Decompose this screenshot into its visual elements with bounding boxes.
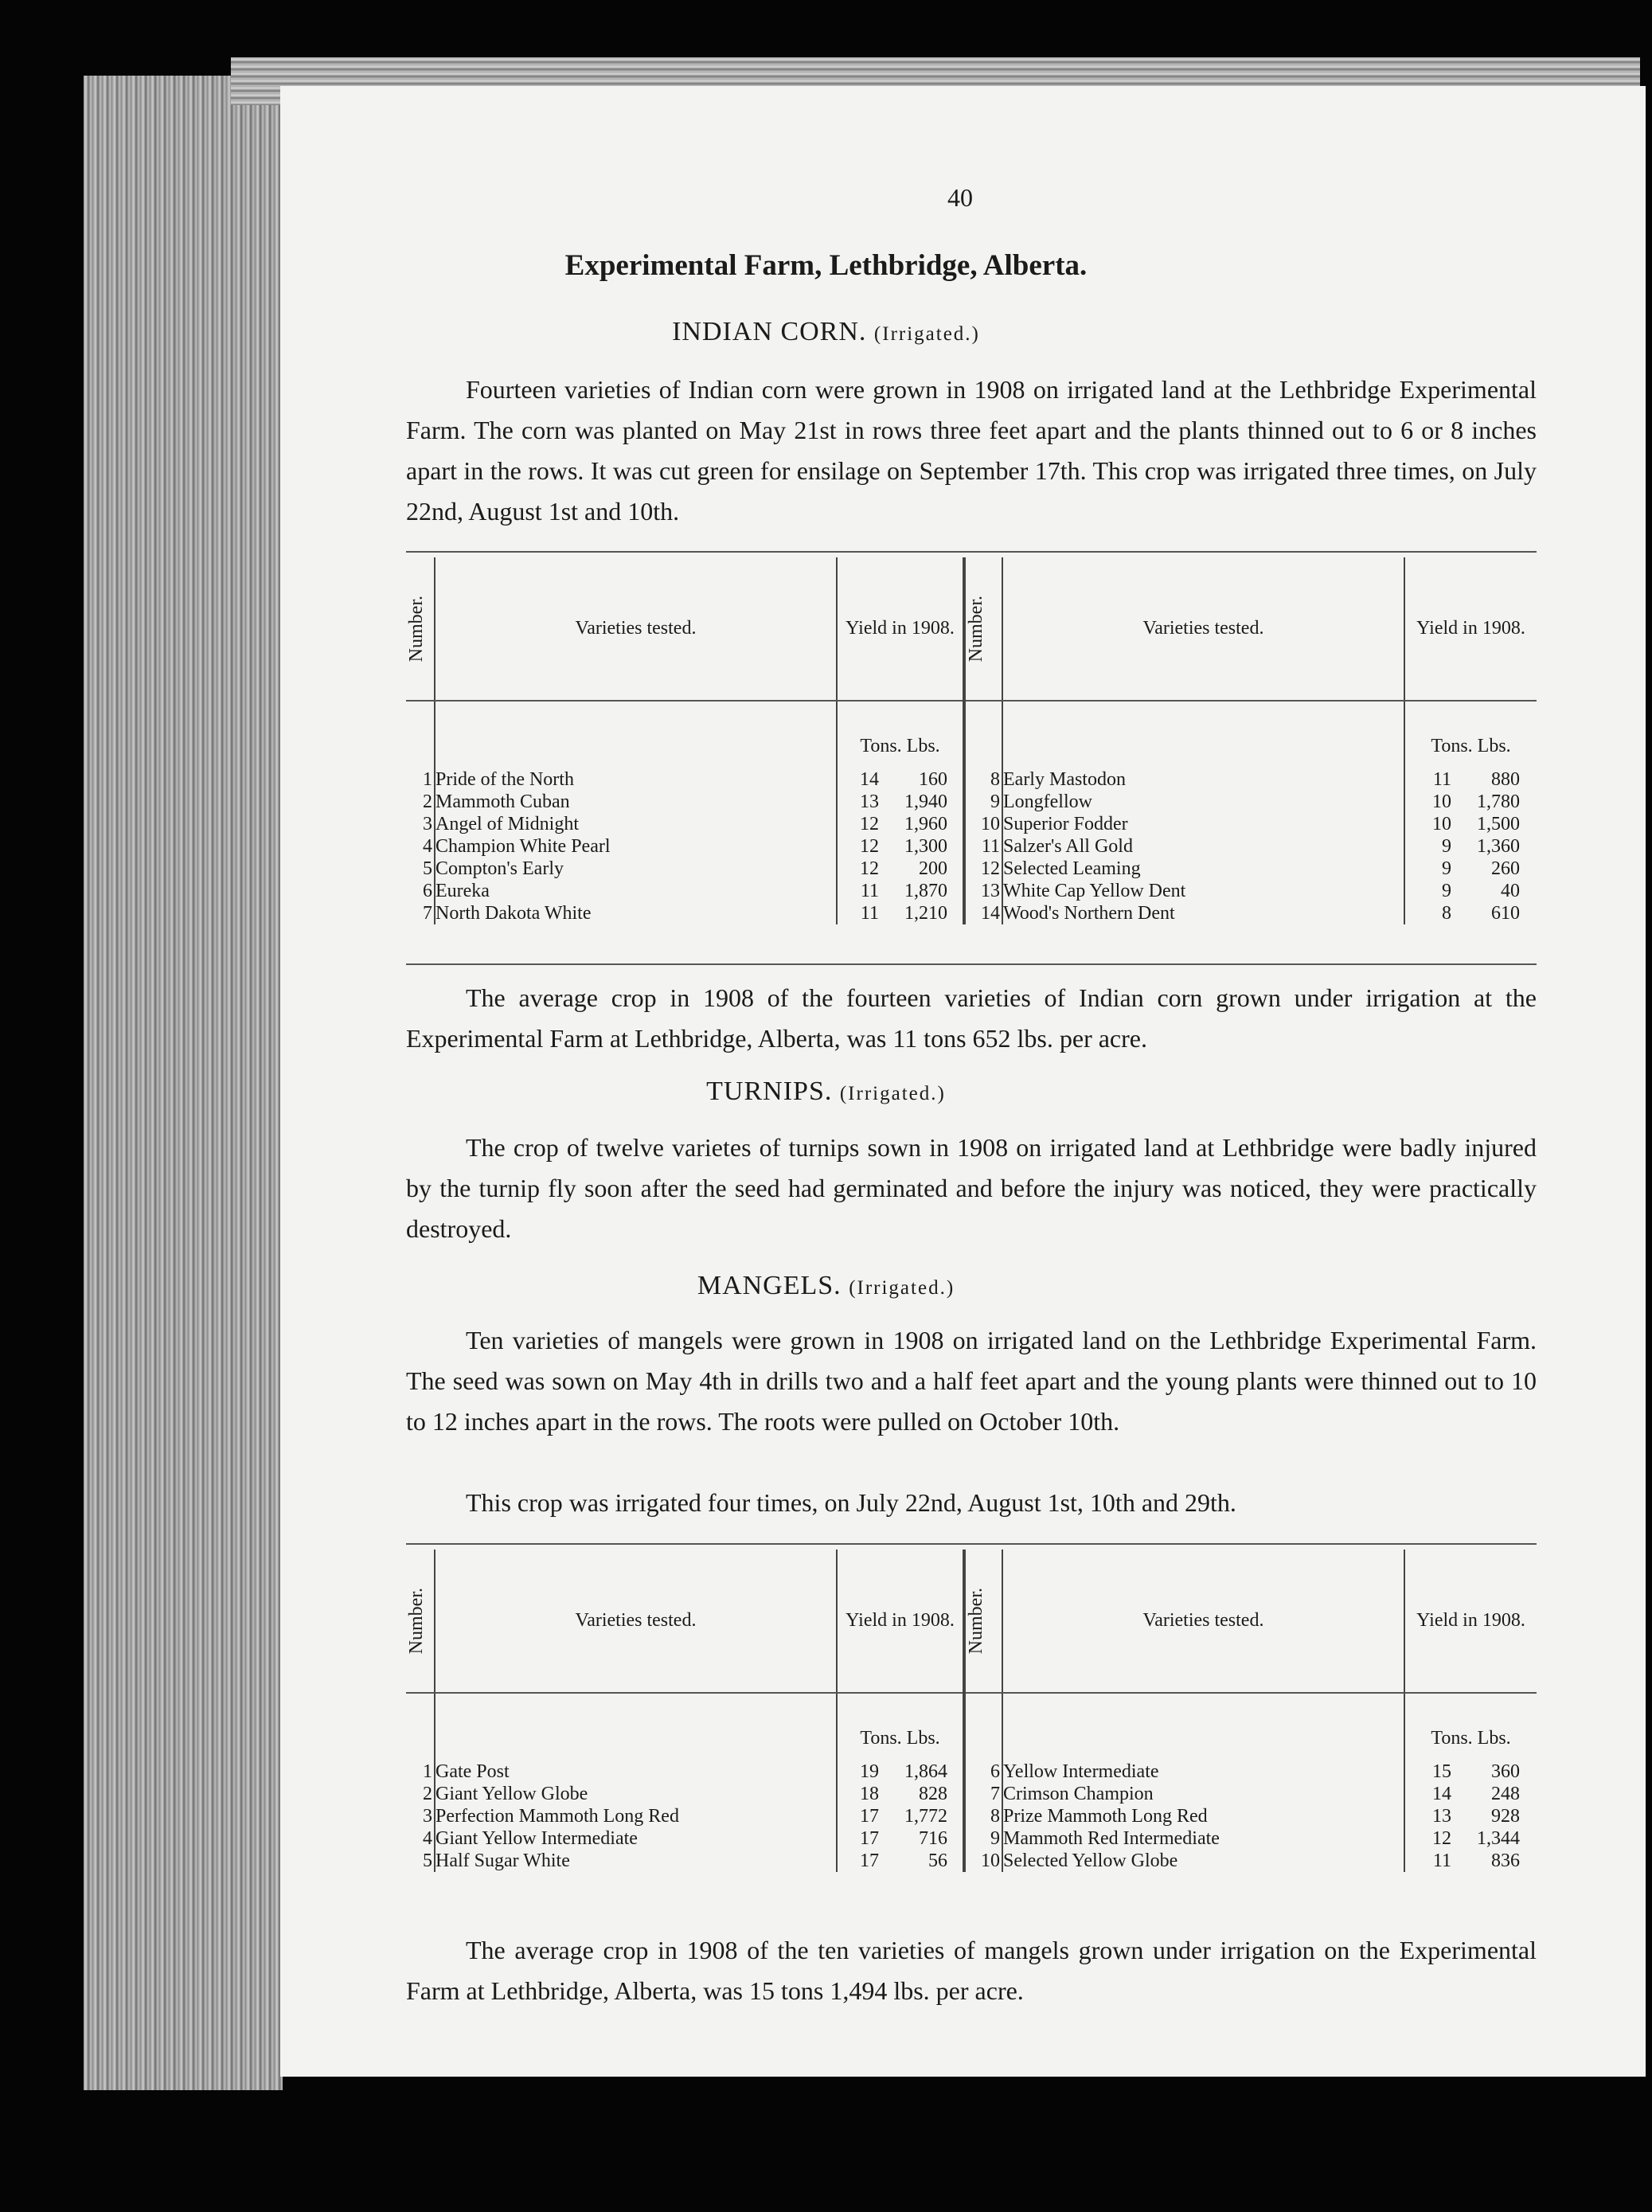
yield-cell <box>837 1783 964 1805</box>
mangels-average: The average crop in 1908 of the ten varieties of mangels grown under irrigation on the Experimental Farm at Lethbridge, Alberta, was 15 tons 1,494 lbs. per acre. <box>406 1936 1537 2005</box>
table-row <box>406 1850 1537 1872</box>
variety-name: Half Sugar White <box>435 1850 837 1872</box>
yield-tons: 11 <box>860 881 879 901</box>
yield-tons: 17 <box>860 1828 879 1849</box>
variety-name: Longfellow <box>1002 791 1404 813</box>
variety-name: Selected Leaming <box>1002 858 1404 880</box>
variety-name: Eureka <box>435 880 837 902</box>
variety-name: Perfection Mammoth Long Red <box>435 1805 837 1827</box>
table-row <box>406 1783 1537 1805</box>
units-spacer <box>964 1693 1002 1761</box>
variety-name: Prize Mammoth Long Red <box>1002 1805 1404 1827</box>
row-number: 5 <box>406 1850 435 1872</box>
mangels-intro: Ten varieties of mangels were grown in 1908 on irrigated land on the Lethbridge Experimental Farm. The seed was sown on May 4th in drills two and a half feet apart and the young plants were thinned out to 10 to 12 inches apart in the rows. The roots were pulled on October 10th. <box>406 1326 1537 1436</box>
turnips-heading <box>0 1077 1652 1107</box>
yield-lbs: 610 <box>1491 903 1520 924</box>
mangels-heading-text: MANGELS. <box>697 1271 842 1300</box>
units-spacer <box>435 1693 837 1761</box>
row-number: 14 <box>964 902 1002 924</box>
mangels-heading-note: (Irrigated.) <box>849 1277 955 1299</box>
yield-tons: 14 <box>860 769 879 790</box>
units-spacer <box>406 1693 435 1761</box>
yield-tons: 12 <box>1432 1828 1451 1849</box>
units-lbs: Lbs. <box>1477 736 1511 756</box>
corn-col-variety-2: Varieties tested. <box>1002 557 1404 701</box>
mangels-col-yield-2: Yield in 1908. <box>1404 1550 1537 1693</box>
mangels-col-variety: Varieties tested. <box>435 1550 837 1693</box>
yield-tons: 17 <box>860 1850 879 1871</box>
yield-tons: 9 <box>1442 836 1451 857</box>
row-number: 10 <box>964 813 1002 835</box>
yield-cell <box>1404 880 1537 902</box>
row-number: 4 <box>406 1827 435 1850</box>
yield-lbs: 828 <box>919 1784 947 1804</box>
yield-tons: 12 <box>860 814 879 834</box>
row-number: 7 <box>964 1783 1002 1805</box>
yield-lbs: 160 <box>919 769 947 790</box>
table-row <box>406 1805 1537 1827</box>
variety-name: Gate Post <box>435 1761 837 1783</box>
yield-cell <box>837 813 964 835</box>
yield-cell <box>837 768 964 791</box>
variety-name: Mammoth Red Intermediate <box>1002 1827 1404 1850</box>
yield-tons: 9 <box>1442 881 1451 901</box>
turnips-heading-note: (Irrigated.) <box>839 1083 946 1104</box>
yield-cell <box>837 902 964 924</box>
yield-tons: 12 <box>860 858 879 879</box>
yield-cell <box>1404 791 1537 813</box>
variety-name: Pride of the North <box>435 768 837 791</box>
table-row <box>406 768 1537 791</box>
yield-cell <box>1404 1805 1537 1827</box>
corn-col-yield-2: Yield in 1908. <box>1404 557 1537 701</box>
yield-lbs: 928 <box>1491 1806 1520 1827</box>
row-number: 4 <box>406 835 435 858</box>
row-number: 1 <box>406 768 435 791</box>
mangels-table-top-rule <box>406 1543 1537 1545</box>
yield-lbs: 880 <box>1491 769 1520 790</box>
variety-name: White Cap Yellow Dent <box>1002 880 1404 902</box>
units-spacer <box>1002 1693 1404 1761</box>
yield-lbs: 1,772 <box>904 1806 947 1827</box>
yield-lbs: 248 <box>1491 1784 1520 1804</box>
yield-tons: 19 <box>860 1761 879 1782</box>
row-number: 1 <box>406 1761 435 1783</box>
units-lbs: Lbs. <box>1477 1728 1511 1749</box>
yield-cell <box>1404 1761 1537 1783</box>
table-row <box>406 902 1537 924</box>
variety-name: Crimson Champion <box>1002 1783 1404 1805</box>
yield-lbs: 1,780 <box>1477 791 1520 812</box>
yield-tons: 14 <box>1432 1784 1451 1804</box>
yield-cell <box>1404 1783 1537 1805</box>
row-number: 6 <box>406 880 435 902</box>
variety-name: Angel of Midnight <box>435 813 837 835</box>
table-row <box>406 1827 1537 1850</box>
yield-tons: 12 <box>860 836 879 857</box>
mangels-col-variety-2: Varieties tested. <box>1002 1550 1404 1693</box>
corn-heading-note: (Irrigated.) <box>873 323 980 345</box>
corn-heading <box>0 317 1652 347</box>
units-tons: Tons. <box>1431 736 1473 756</box>
units-tons: Tons. <box>860 736 902 756</box>
corn-intro: Fourteen varieties of Indian corn were grown in 1908 on irrigated land at the Lethbridge Experimental Farm. The corn was planted on May 21st in rows three feet apart and the plants thinned out to 6 or 8 inches apart in the rows. It was cut green for ensilage on September 17th. This crop was irrigated three times, on July 22nd, August 1st and 10th. <box>406 375 1537 526</box>
row-number: 3 <box>406 1805 435 1827</box>
yield-tons: 11 <box>1432 769 1451 790</box>
mangels-col-number: Number. <box>406 1550 435 1693</box>
yield-cell <box>837 791 964 813</box>
units-label <box>1404 1693 1537 1761</box>
corn-table-bottom-rule <box>406 963 1537 965</box>
row-number: 2 <box>406 1783 435 1805</box>
yield-lbs: 1,960 <box>904 814 947 834</box>
units-spacer <box>435 701 837 768</box>
units-row <box>406 1693 1537 1761</box>
units-lbs: Lbs. <box>906 1728 940 1749</box>
units-label <box>837 701 964 768</box>
yield-cell <box>1404 1827 1537 1850</box>
yield-tons: 15 <box>1432 1761 1451 1782</box>
yield-lbs: 1,210 <box>904 903 947 924</box>
yield-lbs: 200 <box>919 858 947 879</box>
row-number: 6 <box>964 1761 1002 1783</box>
units-spacer <box>406 701 435 768</box>
row-number: 7 <box>406 902 435 924</box>
yield-cell <box>837 1850 964 1872</box>
yield-tons: 11 <box>860 903 879 924</box>
units-label <box>837 1693 964 1761</box>
yield-cell <box>837 858 964 880</box>
row-number: 8 <box>964 768 1002 791</box>
mangels-yield-table <box>406 1550 1537 1872</box>
variety-name: Selected Yellow Globe <box>1002 1850 1404 1872</box>
row-number: 5 <box>406 858 435 880</box>
yield-cell <box>1404 902 1537 924</box>
yield-lbs: 1,300 <box>904 836 947 857</box>
yield-tons: 8 <box>1442 903 1451 924</box>
corn-col-variety: Varieties tested. <box>435 557 837 701</box>
turnips-heading-text: TURNIPS. <box>706 1077 833 1106</box>
units-row <box>406 701 1537 768</box>
yield-cell <box>837 1805 964 1827</box>
row-number: 9 <box>964 791 1002 813</box>
yield-tons: 13 <box>1432 1806 1451 1827</box>
row-number: 11 <box>964 835 1002 858</box>
corn-table-top-rule <box>406 551 1537 553</box>
yield-lbs: 260 <box>1491 858 1520 879</box>
table-row <box>406 791 1537 813</box>
row-number: 12 <box>964 858 1002 880</box>
yield-cell <box>1404 813 1537 835</box>
corn-col-number-2: Number. <box>964 557 1002 701</box>
row-number: 2 <box>406 791 435 813</box>
variety-name: Giant Yellow Globe <box>435 1783 837 1805</box>
page-title: Experimental Farm, Lethbridge, Alberta. <box>564 249 1088 282</box>
corn-yield-table <box>406 557 1537 924</box>
yield-cell <box>837 835 964 858</box>
units-spacer <box>1002 701 1404 768</box>
yield-tons: 10 <box>1432 814 1451 834</box>
corn-col-number: Number. <box>406 557 435 701</box>
yield-lbs: 1,864 <box>904 1761 947 1782</box>
page-number: 40 <box>947 183 973 212</box>
yield-tons: 10 <box>1432 791 1451 812</box>
turnips-text: The crop of twelve varietes of turnips sown in 1908 on irrigated land at Lethbridge were badly injured by the turnip fly soon after the seed had germinated and before the injury was noticed, they were practically destroyed. <box>406 1133 1537 1243</box>
units-lbs: Lbs. <box>906 736 940 756</box>
yield-cell <box>837 1827 964 1850</box>
yield-lbs: 1,360 <box>1477 836 1520 857</box>
yield-lbs: 360 <box>1491 1761 1520 1782</box>
yield-lbs: 1,940 <box>904 791 947 812</box>
variety-name: Champion White Pearl <box>435 835 837 858</box>
variety-name: Compton's Early <box>435 858 837 880</box>
yield-tons: 9 <box>1442 858 1451 879</box>
variety-name: Mammoth Cuban <box>435 791 837 813</box>
yield-cell <box>1404 1850 1537 1872</box>
table-row <box>406 1761 1537 1783</box>
yield-tons: 11 <box>1432 1850 1451 1871</box>
yield-cell <box>1404 858 1537 880</box>
table-row <box>406 835 1537 858</box>
row-number: 3 <box>406 813 435 835</box>
variety-name: Yellow Intermediate <box>1002 1761 1404 1783</box>
yield-tons: 13 <box>860 791 879 812</box>
units-tons: Tons. <box>860 1728 902 1749</box>
mangels-heading <box>0 1271 1652 1301</box>
row-number: 9 <box>964 1827 1002 1850</box>
yield-cell <box>1404 835 1537 858</box>
mangels-col-yield: Yield in 1908. <box>837 1550 964 1693</box>
variety-name: Superior Fodder <box>1002 813 1404 835</box>
yield-lbs: 836 <box>1491 1850 1520 1871</box>
units-label <box>1404 701 1537 768</box>
yield-tons: 18 <box>860 1784 879 1804</box>
variety-name: Early Mastodon <box>1002 768 1404 791</box>
variety-name: North Dakota White <box>435 902 837 924</box>
row-number: 8 <box>964 1805 1002 1827</box>
corn-col-yield: Yield in 1908. <box>837 557 964 701</box>
row-number: 10 <box>964 1850 1002 1872</box>
table-row <box>406 858 1537 880</box>
corn-average: The average crop in 1908 of the fourteen varieties of Indian corn grown under irrigation at the Experimental Farm at Lethbridge, Alberta, was 11 tons 652 lbs. per acre. <box>406 983 1537 1053</box>
units-tons: Tons. <box>1431 1728 1473 1749</box>
yield-lbs: 716 <box>919 1828 947 1849</box>
mangels-col-number-2: Number. <box>964 1550 1002 1693</box>
table-row <box>406 813 1537 835</box>
yield-lbs: 1,870 <box>904 881 947 901</box>
units-spacer <box>964 701 1002 768</box>
yield-cell <box>1404 768 1537 791</box>
yield-lbs: 1,500 <box>1477 814 1520 834</box>
table-row <box>406 880 1537 902</box>
yield-cell <box>837 1761 964 1783</box>
variety-name: Giant Yellow Intermediate <box>435 1827 837 1850</box>
yield-lbs: 56 <box>928 1850 947 1871</box>
yield-lbs: 40 <box>1501 881 1520 901</box>
yield-cell <box>837 880 964 902</box>
corn-heading-text: INDIAN CORN. <box>672 317 867 346</box>
variety-name: Wood's Northern Dent <box>1002 902 1404 924</box>
yield-tons: 17 <box>860 1806 879 1827</box>
mangels-irrigation: This crop was irrigated four times, on July 22nd, August 1st, 10th and 29th. <box>466 1488 1236 1517</box>
variety-name: Salzer's All Gold <box>1002 835 1404 858</box>
yield-lbs: 1,344 <box>1477 1828 1520 1849</box>
row-number: 13 <box>964 880 1002 902</box>
